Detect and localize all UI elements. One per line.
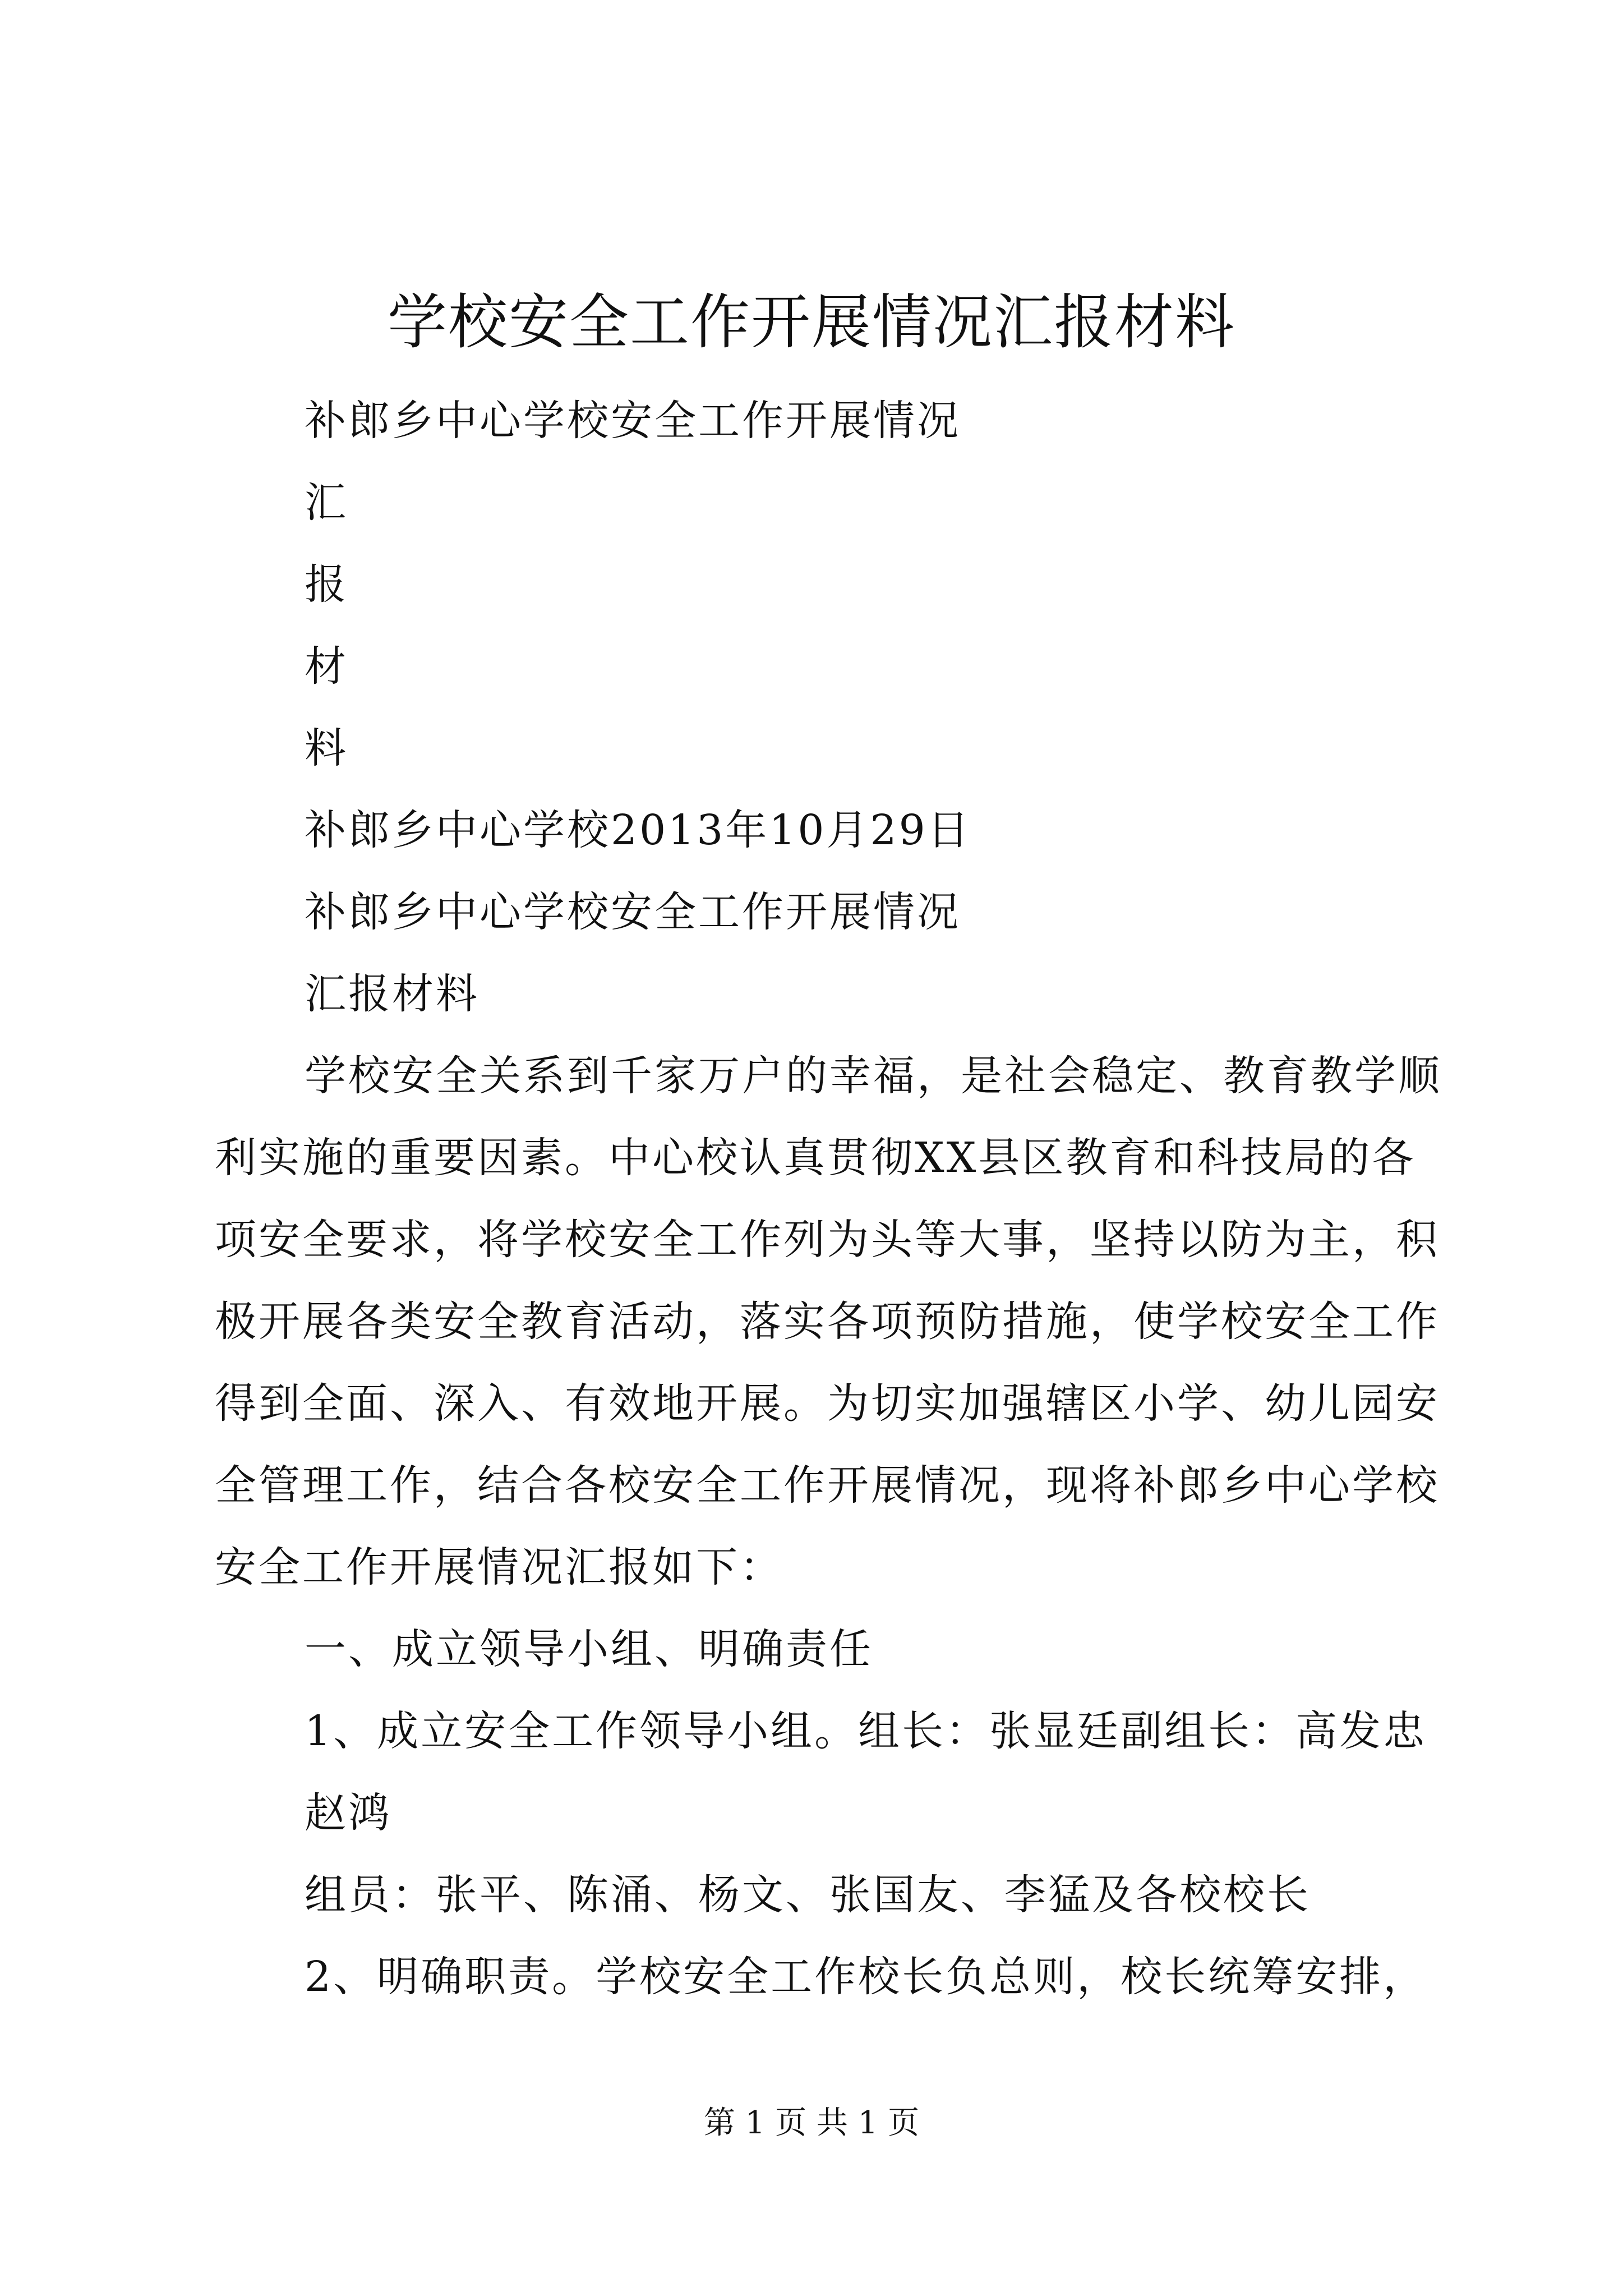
intro-paragraph-line-3: 项安全要求，将学校安全工作列为头等大事，坚持以防为主，积 [215, 1216, 1440, 1264]
intro-paragraph-line-6: 全管理工作，结合各校安全工作开展情况，现将补郎乡中心学校 [215, 1461, 1440, 1510]
intro-paragraph-line-7: 安全工作开展情况汇报如下： [215, 1543, 783, 1591]
item-2-line: 2、明确职责。学校安全工作校长负总则，校长统筹安排， [305, 1953, 1427, 2001]
section-1-heading: 一、成立领导小组、明确责任 [305, 1625, 873, 1673]
intro-paragraph-line-5: 得到全面、深入、有效地开展。为切实加强辖区小学、幼儿园安 [215, 1379, 1440, 1428]
cover-line-liao: 料 [305, 724, 348, 772]
cover-line-bao: 报 [305, 560, 348, 609]
item-1-line-2: 赵鸿 [305, 1789, 392, 1837]
intro-paragraph-line-2: 利实施的重要因素。中心校认真贯彻XX县区教育和科技局的各 [215, 1134, 1416, 1182]
page-footer: 第 1 页 共 1 页 [703, 2105, 920, 2141]
cover-line-hui: 汇 [305, 478, 348, 527]
document-title: 学校安全工作开展情况汇报材料 [388, 288, 1235, 357]
cover-line-school-heading: 补郎乡中心学校安全工作开展情况 [305, 397, 961, 445]
cover-line-school-heading-repeat: 补郎乡中心学校安全工作开展情况 [305, 888, 961, 936]
intro-paragraph-line-1: 学校安全关系到千家万户的幸福，是社会稳定、教育教学顺 [305, 1052, 1442, 1100]
cover-line-cai: 材 [305, 642, 348, 691]
members-line: 组员：张平、陈涌、杨文、张国友、李猛及各校校长 [305, 1871, 1311, 1919]
cover-line-date: 补郎乡中心学校2013年10月29日 [305, 806, 971, 854]
cover-line-report-material: 汇报材料 [305, 970, 479, 1018]
item-1-line-1: 1、成立安全工作领导小组。组长：张显廷副组长：高发忠 [305, 1707, 1427, 1755]
intro-paragraph-line-4: 极开展各类安全教育活动，落实各项预防措施，使学校安全工作 [215, 1297, 1440, 1346]
